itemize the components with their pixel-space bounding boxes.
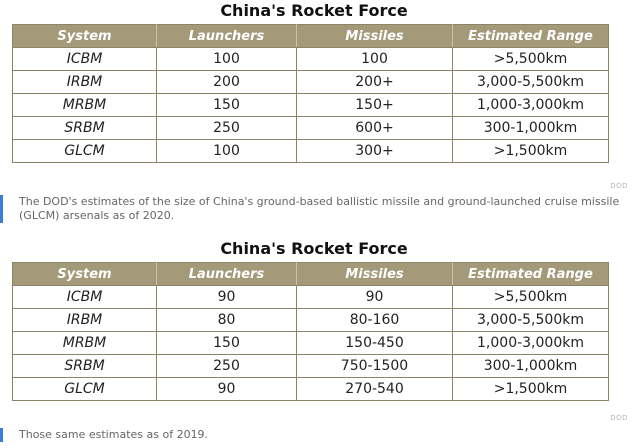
rocket-force-table-2019: [0, 238, 628, 428]
cell-system: ICBM: [13, 286, 157, 309]
cell-missiles: 300+: [297, 140, 453, 163]
header-launchers: Launchers: [157, 25, 297, 48]
cell-system: MRBM: [13, 332, 157, 355]
cell-range: >5,500km: [453, 286, 609, 309]
cell-system: MRBM: [13, 94, 157, 117]
cell-launchers: 100: [157, 140, 297, 163]
header-estimated-range: Estimated Range: [453, 25, 609, 48]
cell-launchers: 90: [157, 286, 297, 309]
figure-caption: Those same estimates as of 2019.: [0, 428, 632, 442]
figure-caption: The DOD's estimates of the size of China's ground-based ballistic missile and ground-launched cruise missile (GLCM) arsenals as of 2020.: [0, 195, 632, 223]
cell-range: 1,000-3,000km: [453, 332, 609, 355]
cell-system: SRBM: [13, 355, 157, 378]
cell-range: >1,500km: [453, 140, 609, 163]
header-missiles: Missiles: [297, 263, 453, 286]
header-row: [13, 263, 609, 286]
header-estimated-range: Estimated Range: [453, 263, 609, 286]
cell-missiles: 270-540: [297, 378, 453, 401]
cell-launchers: 80: [157, 309, 297, 332]
rocket-force-table: [12, 262, 609, 401]
cell-range: 300-1,000km: [453, 117, 609, 140]
cell-system: IRBM: [13, 71, 157, 94]
image-credit: DOD: [610, 414, 628, 422]
cell-missiles: 200+: [297, 71, 453, 94]
table-title: China's Rocket Force: [220, 1, 408, 20]
cell-system: IRBM: [13, 309, 157, 332]
cell-system: GLCM: [13, 378, 157, 401]
cell-launchers: 90: [157, 378, 297, 401]
cell-launchers: 250: [157, 355, 297, 378]
cell-range: 300-1,000km: [453, 355, 609, 378]
cell-missiles: 100: [297, 48, 453, 71]
cell-missiles: 750-1500: [297, 355, 453, 378]
image-credit: DOD: [610, 182, 628, 190]
table-row: [13, 286, 609, 309]
table-row: [13, 140, 609, 163]
table-row: [13, 94, 609, 117]
cell-range: >1,500km: [453, 378, 609, 401]
cell-launchers: 150: [157, 332, 297, 355]
cell-system: GLCM: [13, 140, 157, 163]
table-row: [13, 309, 609, 332]
header-system: System: [13, 25, 157, 48]
cell-system: ICBM: [13, 48, 157, 71]
table-title: China's Rocket Force: [220, 239, 408, 258]
cell-launchers: 200: [157, 71, 297, 94]
table-row: [13, 355, 609, 378]
cell-system: SRBM: [13, 117, 157, 140]
cell-missiles: 150-450: [297, 332, 453, 355]
cell-launchers: 250: [157, 117, 297, 140]
table-row: [13, 71, 609, 94]
table-row: [13, 332, 609, 355]
rocket-force-table: [12, 24, 609, 163]
cell-missiles: 90: [297, 286, 453, 309]
cell-range: >5,500km: [453, 48, 609, 71]
header-row: [13, 25, 609, 48]
cell-missiles: 600+: [297, 117, 453, 140]
header-launchers: Launchers: [157, 263, 297, 286]
table-row: [13, 378, 609, 401]
table-row: [13, 48, 609, 71]
cell-range: 3,000-5,500km: [453, 309, 609, 332]
cell-launchers: 150: [157, 94, 297, 117]
cell-launchers: 100: [157, 48, 297, 71]
header-missiles: Missiles: [297, 25, 453, 48]
table-row: [13, 117, 609, 140]
cell-missiles: 150+: [297, 94, 453, 117]
cell-range: 3,000-5,500km: [453, 71, 609, 94]
rocket-force-table-2020: [0, 0, 628, 190]
cell-missiles: 80-160: [297, 309, 453, 332]
header-system: System: [13, 263, 157, 286]
cell-range: 1,000-3,000km: [453, 94, 609, 117]
